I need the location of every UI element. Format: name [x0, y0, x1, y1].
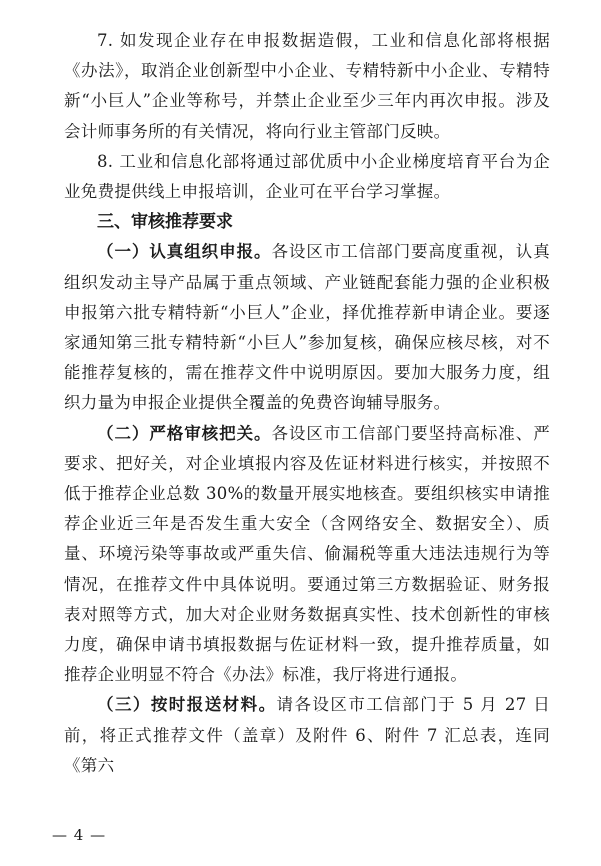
item-1-lead: （一）认真组织申报。 — [97, 242, 272, 262]
item-2-paragraph — [64, 419, 550, 691]
item-3-paragraph — [64, 690, 550, 781]
section-3-heading: 三、审核推荐要求 — [97, 212, 233, 233]
document-body — [64, 26, 550, 781]
item-3-text: 请各设区市工信部门于 5 月 27 日前，将正式推荐文件（盖章）及附件 6、附件 7 汇总表，连同《第六 — [64, 695, 550, 775]
page-number: — 4 — — [52, 826, 107, 844]
paragraph-7: 7. 如发现企业存在申报数据造假，工业和信息化部将根据《办法》，取消企业创新型中小企业、专精特新中小企业、专精特新“小巨人”企业等称号，并禁止企业至少三年内再次申报。涉及会计师事务所的有关情况，将向行业主管部门反映。 — [64, 31, 550, 141]
item-2-text: 各设区市工信部门要坚持高标准、严要求、把好关，对企业填报内容及佐证材料进行核实，并按照不低于推荐企业总数 30%的数量开展实地核查。要组织核实申请推荐企业近三年是否发生重大安全（含网络安全、数据安全）、质量、环境污染等事故或严重失信、偷漏税等重大违法违规行为等情况，在推荐文件中具体说明。要通过第三方数据验证、财务报表对照等方式，加大对企业财务数据真实性、技术创新性的审核力度，确保申请书填报数据与佐证材料一致，提升推荐质量，如推荐企业明显不符合《办法》标准，我厅将进行通报。 — [64, 423, 550, 685]
item-2-lead: （二）严格审核把关。 — [97, 423, 272, 443]
item-3-lead: （三）按时报送材料。 — [97, 695, 277, 715]
item-1-paragraph — [64, 237, 550, 418]
paragraph-8: 8. 工业和信息化部将通过部优质中小企业梯度培育平台为企业免费提供线上申报培训，企业可在平台学习掌握。 — [64, 151, 550, 202]
item-1-text: 各设区市工信部门要高度重视，认真组织发动主导产品属于重点领域、产业链配套能力强的企业积极申报第六批专精特新“小巨人”企业，择优推荐新申请企业。要逐家通知第三批专精特新“小巨人”参加复核，确保应核尽核，对不能推荐复核的，需在推荐文件中说明原因。要加大服务力度，组织力量为申报企业提供全覆盖的免费咨询辅导服务。 — [64, 242, 550, 413]
